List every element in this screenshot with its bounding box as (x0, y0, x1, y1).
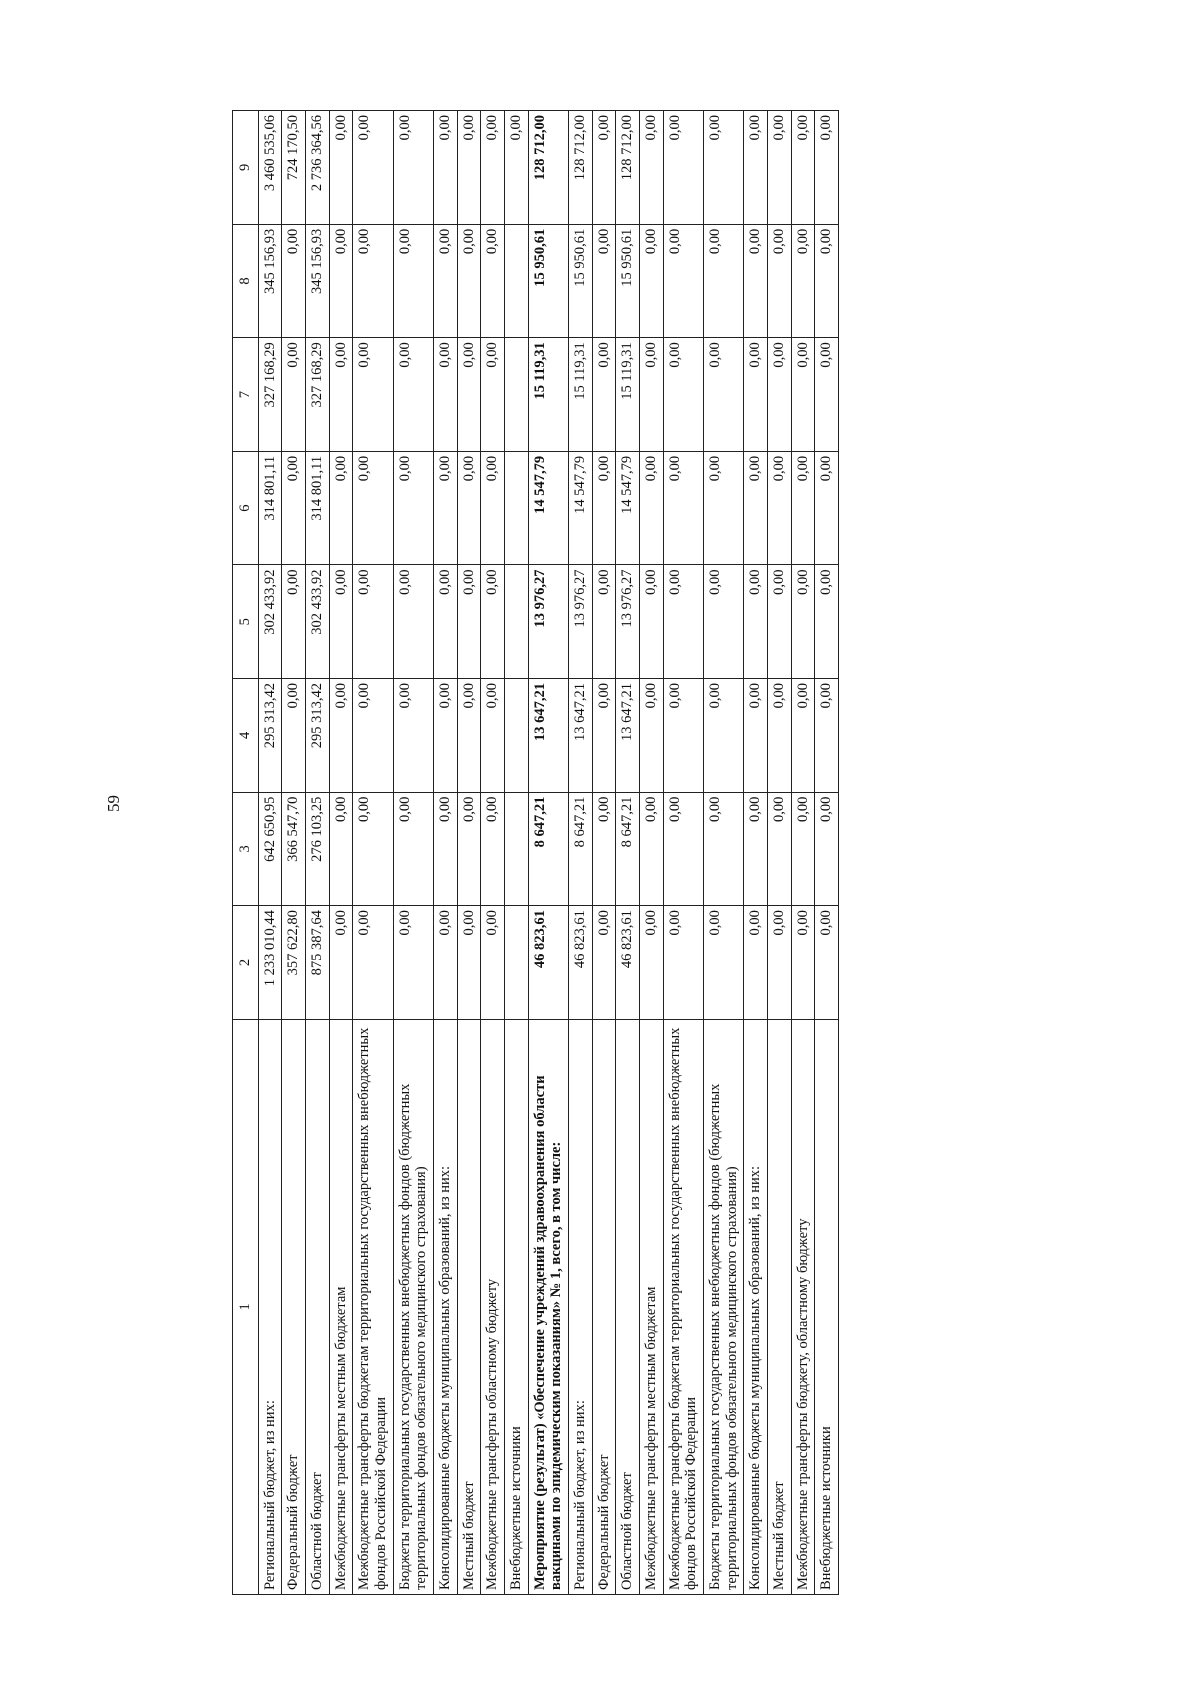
page-number: 59 (104, 795, 123, 812)
value-cell: 0,00 (393, 906, 433, 1020)
value-cell: 0,00 (744, 792, 768, 906)
value-cell: 0,00 (640, 792, 664, 906)
table-row (569, 111, 593, 1595)
value-cell: 0,00 (329, 792, 353, 906)
value-cell: 0,00 (704, 792, 744, 906)
column-header: 1 (233, 1019, 259, 1594)
rotated-table-wrapper (232, 110, 839, 1595)
value-cell: 0,00 (282, 224, 306, 338)
row-label: Межбюджетные трансферты бюджету, областному бюджету (791, 1019, 815, 1594)
value-cell: 0,00 (704, 451, 744, 565)
row-label: Бюджеты территориальных государственных внебюджетных фондов (бюджетных территориальных фондов обязательного медицинского страхования) (704, 1019, 744, 1594)
value-cell: 0,00 (815, 906, 839, 1020)
table-row (481, 111, 505, 1595)
value-cell: 0,00 (640, 224, 664, 338)
value-cell: 0,00 (353, 451, 393, 565)
value-cell: 0,00 (393, 792, 433, 906)
value-cell: 3 460 535,06 (258, 111, 282, 225)
value-cell: 0,00 (353, 792, 393, 906)
value-cell: 0,00 (434, 451, 458, 565)
row-label: Федеральный бюджет (282, 1019, 306, 1594)
value-cell: 0,00 (457, 792, 481, 906)
value-cell: 314 801,11 (306, 451, 330, 565)
row-label: Межбюджетные трансферты местным бюджетам (329, 1019, 353, 1594)
column-header: 7 (233, 338, 259, 452)
row-label: Областной бюджет (306, 1019, 330, 1594)
value-cell: 0,00 (663, 679, 703, 793)
value-cell: 0,00 (704, 224, 744, 338)
value-cell: 0,00 (704, 111, 744, 225)
row-label: Межбюджетные трансферты местным бюджетам (640, 1019, 664, 1594)
value-cell: 0,00 (393, 451, 433, 565)
value-cell: 0,00 (640, 111, 664, 225)
value-cell: 0,00 (457, 111, 481, 225)
value-cell: 0,00 (353, 338, 393, 452)
column-header: 8 (233, 224, 259, 338)
value-cell: 0,00 (744, 111, 768, 225)
value-cell: 0,00 (329, 565, 353, 679)
table-row (663, 111, 703, 1595)
value-cell: 724 170,50 (282, 111, 306, 225)
value-cell: 15 119,31 (569, 338, 593, 452)
value-cell: 15 119,31 (528, 338, 568, 452)
row-label: Местный бюджет (768, 1019, 792, 1594)
value-cell: 0,00 (282, 338, 306, 452)
value-cell: 0,00 (744, 338, 768, 452)
value-cell: 0,00 (663, 111, 703, 225)
value-cell: 0,00 (592, 792, 616, 906)
value-cell: 0,00 (768, 906, 792, 1020)
value-cell: 15 119,31 (616, 338, 640, 452)
value-cell: 0,00 (329, 111, 353, 225)
table-row (592, 111, 616, 1595)
row-label: Региональный бюджет, из них: (258, 1019, 282, 1594)
value-cell: 0,00 (704, 906, 744, 1020)
value-cell: 0,00 (329, 338, 353, 452)
value-cell: 0,00 (434, 792, 458, 906)
value-cell: 0,00 (704, 338, 744, 452)
column-header: 6 (233, 451, 259, 565)
table-row (528, 111, 568, 1595)
value-cell: 0,00 (592, 111, 616, 225)
column-header: 2 (233, 906, 259, 1020)
value-cell: 0,00 (744, 224, 768, 338)
value-cell: 14 547,79 (616, 451, 640, 565)
value-cell: 15 950,61 (616, 224, 640, 338)
value-cell: 0,00 (663, 224, 703, 338)
value-cell: 0,00 (744, 679, 768, 793)
table-row (791, 111, 815, 1595)
table-row (258, 111, 282, 1595)
value-cell: 295 313,42 (258, 679, 282, 793)
row-label: Консолидированные бюджеты муниципальных образований, из них: (744, 1019, 768, 1594)
value-cell: 0,00 (592, 224, 616, 338)
value-cell: 0,00 (434, 906, 458, 1020)
value-cell: 0,00 (481, 792, 505, 906)
value-cell: 0,00 (457, 565, 481, 679)
value-cell: 366 547,70 (282, 792, 306, 906)
value-cell: 0,00 (434, 679, 458, 793)
value-cell: 0,00 (663, 338, 703, 452)
value-cell: 13 647,21 (528, 679, 568, 793)
value-cell: 13 647,21 (616, 679, 640, 793)
value-cell: 0,00 (768, 111, 792, 225)
value-cell: 13 647,21 (569, 679, 593, 793)
value-cell: 302 433,92 (306, 565, 330, 679)
value-cell: 0,00 (815, 224, 839, 338)
value-cell: 642 650,95 (258, 792, 282, 906)
value-cell: 314 801,11 (258, 451, 282, 565)
value-cell: 0,00 (457, 338, 481, 452)
table-row (505, 111, 529, 1595)
table-row (457, 111, 481, 1595)
value-cell: 0,00 (434, 224, 458, 338)
value-cell: 15 950,61 (528, 224, 568, 338)
value-cell: 0,00 (791, 565, 815, 679)
value-cell: 0,00 (393, 111, 433, 225)
value-cell: 0,00 (815, 679, 839, 793)
value-cell: 0,00 (663, 565, 703, 679)
value-cell: 0,00 (282, 679, 306, 793)
value-cell: 0,00 (353, 906, 393, 1020)
value-cell: 13 976,27 (616, 565, 640, 679)
value-cell: 345 156,93 (306, 224, 330, 338)
value-cell: 15 950,61 (569, 224, 593, 338)
table-row (329, 111, 353, 1595)
value-cell: 0,00 (791, 338, 815, 452)
value-cell: 0,00 (592, 906, 616, 1020)
value-cell: 0,00 (640, 906, 664, 1020)
value-cell: 0,00 (744, 906, 768, 1020)
value-cell: 0,00 (768, 338, 792, 452)
value-cell: 8 647,21 (616, 792, 640, 906)
value-cell: 0,00 (815, 565, 839, 679)
row-label: Межбюджетные трансферты бюджетам территориальных государственных внебюджетных фондов Российской Федерации (353, 1019, 393, 1594)
row-label: Внебюджетные источники (505, 1019, 529, 1594)
value-cell: 0,00 (481, 224, 505, 338)
row-label: Бюджеты территориальных государственных внебюджетных фондов (бюджетных территориальных фондов обязательного медицинского страхования) (393, 1019, 433, 1594)
budget-table (232, 110, 839, 1595)
value-cell: 0,00 (640, 679, 664, 793)
value-cell: 0,00 (329, 224, 353, 338)
value-cell (505, 792, 529, 906)
value-cell: 128 712,00 (569, 111, 593, 225)
value-cell: 0,00 (663, 451, 703, 565)
value-cell: 0,00 (791, 792, 815, 906)
value-cell: 128 712,00 (528, 111, 568, 225)
value-cell: 0,00 (815, 338, 839, 452)
value-cell: 0,00 (434, 111, 458, 225)
value-cell: 0,00 (393, 565, 433, 679)
value-cell: 327 168,29 (258, 338, 282, 452)
row-label: Местный бюджет (457, 1019, 481, 1594)
value-cell: 0,00 (481, 906, 505, 1020)
value-cell: 0,00 (592, 338, 616, 452)
value-cell: 0,00 (663, 906, 703, 1020)
value-cell: 0,00 (592, 565, 616, 679)
value-cell: 13 976,27 (569, 565, 593, 679)
value-cell (505, 224, 529, 338)
value-cell: 0,00 (815, 792, 839, 906)
row-label: Внебюджетные источники (815, 1019, 839, 1594)
value-cell: 1 233 010,44 (258, 906, 282, 1020)
value-cell: 0,00 (393, 338, 433, 452)
row-label: Мероприятие (результат) «Обеспечение учреждений здравоохранения области вакцинами по эпидемическим показаниям» № 1, всего, в том числе: (528, 1019, 568, 1594)
value-cell: 128 712,00 (616, 111, 640, 225)
value-cell: 0,00 (768, 565, 792, 679)
value-cell: 8 647,21 (528, 792, 568, 906)
value-cell: 0,00 (457, 451, 481, 565)
value-cell: 0,00 (353, 679, 393, 793)
value-cell (505, 338, 529, 452)
value-cell: 0,00 (704, 565, 744, 679)
value-cell: 0,00 (329, 906, 353, 1020)
budget-table-body (233, 111, 839, 1595)
value-cell: 0,00 (353, 565, 393, 679)
table-row (616, 111, 640, 1595)
table-row (640, 111, 664, 1595)
row-label: Консолидированные бюджеты муниципальных образований, из них: (434, 1019, 458, 1594)
value-cell: 0,00 (744, 565, 768, 679)
value-cell: 14 547,79 (528, 451, 568, 565)
value-cell: 0,00 (791, 451, 815, 565)
value-cell: 0,00 (815, 111, 839, 225)
value-cell: 875 387,64 (306, 906, 330, 1020)
value-cell: 0,00 (663, 792, 703, 906)
value-cell: 0,00 (457, 224, 481, 338)
column-header: 4 (233, 679, 259, 793)
value-cell: 295 313,42 (306, 679, 330, 793)
value-cell: 0,00 (791, 111, 815, 225)
value-cell: 46 823,61 (616, 906, 640, 1020)
value-cell: 0,00 (640, 338, 664, 452)
value-cell: 0,00 (434, 565, 458, 679)
value-cell: 0,00 (481, 679, 505, 793)
table-header-row (233, 111, 259, 1595)
value-cell: 0,00 (282, 565, 306, 679)
value-cell: 0,00 (768, 679, 792, 793)
value-cell: 327 168,29 (306, 338, 330, 452)
value-cell: 0,00 (481, 111, 505, 225)
value-cell: 0,00 (640, 565, 664, 679)
value-cell (505, 565, 529, 679)
value-cell: 0,00 (768, 224, 792, 338)
table-row (282, 111, 306, 1595)
row-label: Региональный бюджет, из них: (569, 1019, 593, 1594)
value-cell: 0,00 (640, 451, 664, 565)
value-cell: 14 547,79 (569, 451, 593, 565)
value-cell: 345 156,93 (258, 224, 282, 338)
row-label: Межбюджетные трансферты бюджетам территориальных государственных внебюджетных фондов Российской Федерации (663, 1019, 703, 1594)
value-cell: 0,00 (393, 224, 433, 338)
value-cell: 302 433,92 (258, 565, 282, 679)
table-row (434, 111, 458, 1595)
value-cell (505, 679, 529, 793)
value-cell: 0,00 (393, 679, 433, 793)
value-cell: 0,00 (744, 451, 768, 565)
value-cell: 0,00 (481, 565, 505, 679)
value-cell: 13 976,27 (528, 565, 568, 679)
value-cell: 0,00 (481, 338, 505, 452)
value-cell: 0,00 (768, 451, 792, 565)
value-cell: 0,00 (282, 451, 306, 565)
row-label: Федеральный бюджет (592, 1019, 616, 1594)
value-cell: 0,00 (457, 906, 481, 1020)
value-cell: 0,00 (815, 451, 839, 565)
value-cell: 0,00 (505, 111, 529, 225)
table-row (306, 111, 330, 1595)
table-row (393, 111, 433, 1595)
value-cell: 46 823,61 (528, 906, 568, 1020)
table-row (768, 111, 792, 1595)
value-cell: 0,00 (791, 906, 815, 1020)
row-label: Областной бюджет (616, 1019, 640, 1594)
value-cell (505, 451, 529, 565)
table-row (815, 111, 839, 1595)
value-cell: 0,00 (768, 792, 792, 906)
value-cell: 0,00 (329, 451, 353, 565)
column-header: 3 (233, 792, 259, 906)
value-cell: 276 103,25 (306, 792, 330, 906)
value-cell: 0,00 (329, 679, 353, 793)
value-cell: 0,00 (434, 338, 458, 452)
value-cell (505, 906, 529, 1020)
value-cell: 0,00 (353, 111, 393, 225)
value-cell: 0,00 (592, 679, 616, 793)
table-row (353, 111, 393, 1595)
table-row (704, 111, 744, 1595)
value-cell: 0,00 (704, 679, 744, 793)
value-cell: 0,00 (791, 224, 815, 338)
value-cell: 46 823,61 (569, 906, 593, 1020)
value-cell: 0,00 (791, 679, 815, 793)
value-cell: 8 647,21 (569, 792, 593, 906)
value-cell: 0,00 (457, 679, 481, 793)
column-header: 5 (233, 565, 259, 679)
value-cell: 357 622,80 (282, 906, 306, 1020)
value-cell: 0,00 (592, 451, 616, 565)
value-cell: 0,00 (481, 451, 505, 565)
table-row (744, 111, 768, 1595)
column-header: 9 (233, 111, 259, 225)
row-label: Межбюджетные трансферты областному бюджету (481, 1019, 505, 1594)
value-cell: 0,00 (353, 224, 393, 338)
value-cell: 2 736 364,56 (306, 111, 330, 225)
